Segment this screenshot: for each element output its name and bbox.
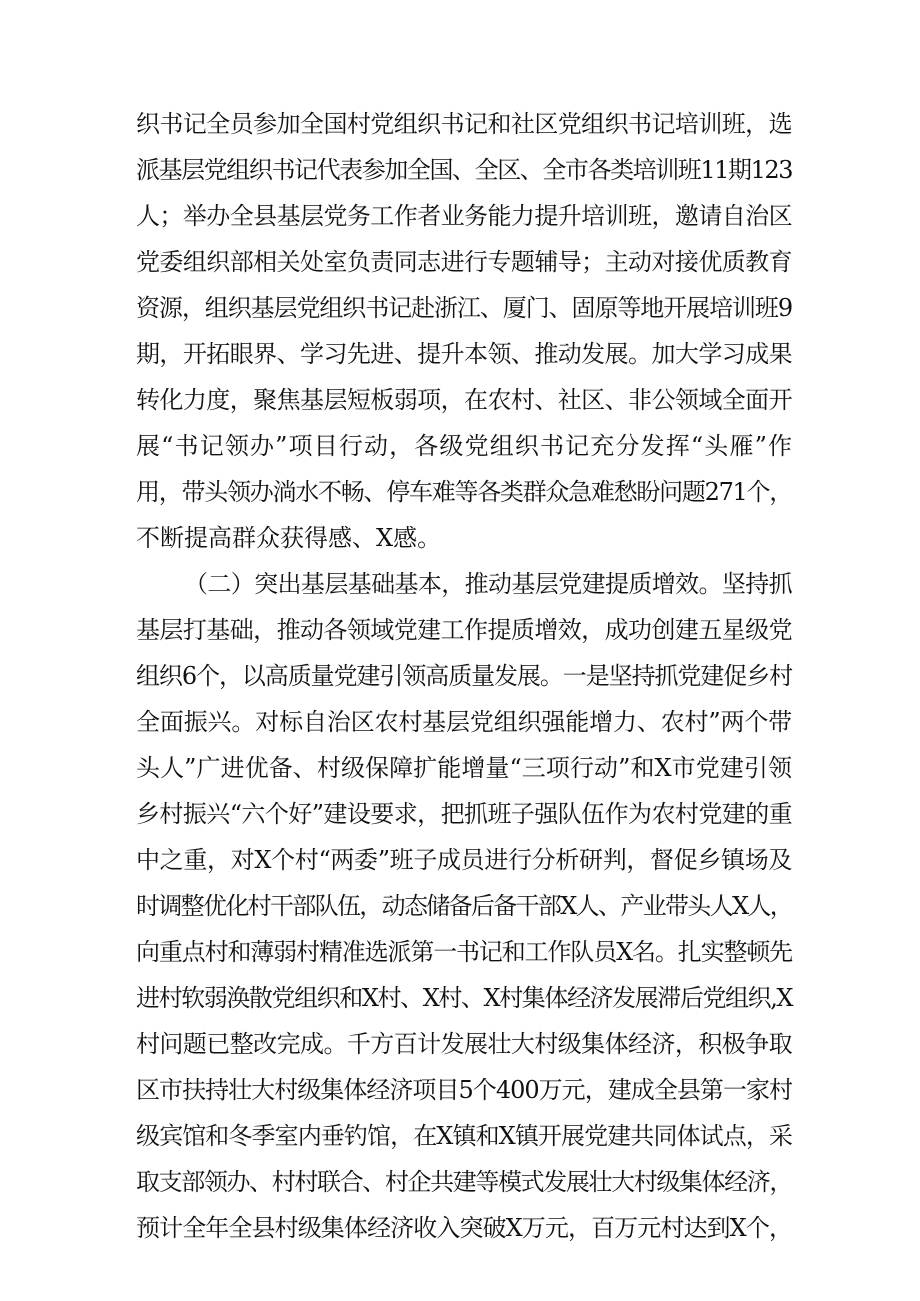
paragraph-2	[136, 561, 792, 1251]
text-line: 党委组织部相关处室负责同志进行专题辅导；主动对接优质教育	[136, 248, 792, 276]
text-line: 向重点村和薄弱村精准选派第一书记和工作队员X名。扎实整顿先	[136, 938, 792, 966]
text-line: 期，开拓眼界、学习先进、提升本领、推动发展。加大学习成果	[136, 340, 792, 368]
text-line: 组织6个，以高质量党建引领高质量发展。一是坚持抓党建促乡村	[136, 662, 792, 690]
text-line: 头人”广进优备、村级保障扩能增量“三项行动”和X市党建引领	[136, 754, 792, 782]
text-line: 不断提高群众获得感、X感。	[136, 524, 442, 552]
text-line: 取支部领办、村村联合、村企共建等模式发展壮大村级集体经济，	[136, 1168, 792, 1196]
paragraph-1	[136, 101, 792, 561]
text-line: 区市扶持壮大村级集体经济项目5个400万元，建成全县第一家村	[136, 1076, 792, 1104]
text-line: 乡村振兴“六个好”建设要求，把抓班子强队伍作为农村党建的重	[136, 800, 792, 828]
text-line: 全面振兴。对标自治区农村基层党组织强能增力、农村”两个带	[136, 708, 792, 736]
text-line: 派基层党组织书记代表参加全国、全区、全市各类培训班11期123	[136, 156, 792, 184]
text-line: 人；举办全县基层党务工作者业务能力提升培训班，邀请自治区	[136, 202, 792, 230]
text-line: 资源，组织基层党组织书记赴浙江、厦门、固原等地开展培训班9	[136, 294, 792, 322]
text-line: 织书记全员参加全国村党组织书记和社区党组织书记培训班，选	[136, 110, 792, 138]
text-line: 转化力度，聚焦基层短板弱项，在农村、社区、非公领域全面开	[136, 386, 792, 414]
text-line: 基层打基础，推动各领域党建工作提质增效，成功创建五星级党	[136, 616, 792, 644]
text-line: 时调整优化村干部队伍，动态储备后备干部X人、产业带头人X人，	[136, 892, 792, 920]
text-line: 预计全年全县村级集体经济收入突破X万元，百万元村达到X个，	[136, 1214, 792, 1242]
document-body	[136, 101, 792, 1251]
text-line: 级宾馆和冬季室内垂钓馆，在X镇和X镇开展党建共同体试点，采	[136, 1122, 792, 1150]
text-line: 展“书记领办”项目行动，各级党组织书记充分发挥“头雁”作	[136, 432, 792, 460]
text-line: 进村软弱涣散党组织和X村、X村、X村集体经济发展滞后党组织,X	[136, 984, 792, 1012]
section-heading-line: （二）突出基层基础基本，推动基层党建提质增效。坚持抓	[184, 570, 792, 598]
text-line: 用，带头领办淌水不畅、停车难等各类群众急难愁盼问题271个，	[136, 478, 792, 506]
text-line: 村问题已整改完成。千方百计发展壮大村级集体经济，积极争取	[136, 1030, 792, 1058]
text-line: 中之重，对X个村“两委”班子成员进行分析研判，督促乡镇场及	[136, 846, 792, 874]
